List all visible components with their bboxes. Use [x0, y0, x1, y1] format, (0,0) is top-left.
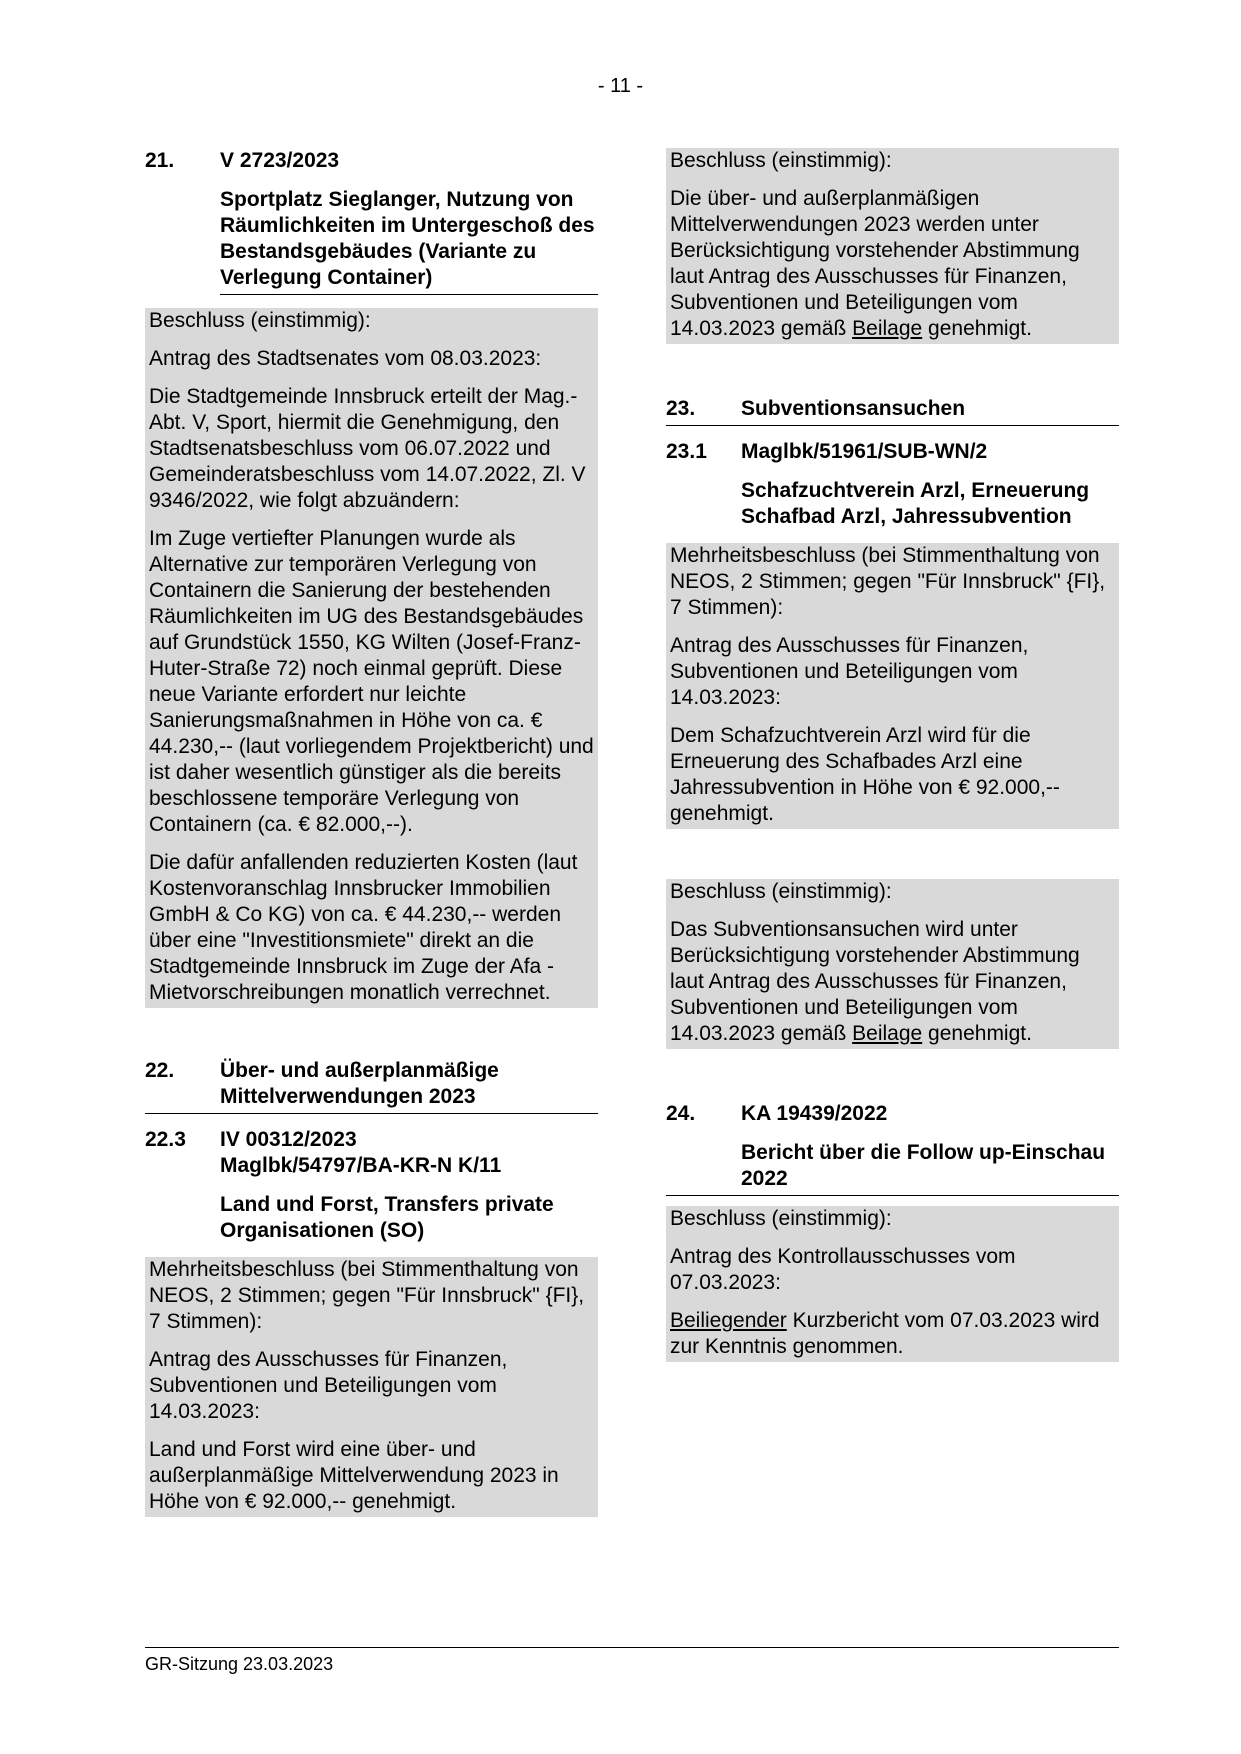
item-number: 22.	[145, 1059, 175, 1082]
item-code: KA 19439/2022	[741, 1102, 888, 1125]
decision-block	[666, 543, 1119, 829]
decision-type: Beschluss (einstimmig):	[670, 149, 892, 172]
item-title: Schafzuchtverein Arzl, Erneuerung Schafbad Arzl, Jahressubvention	[741, 479, 1090, 528]
attachment-link[interactable]: Beiliegender	[670, 1309, 787, 1332]
decision-block	[145, 1257, 598, 1517]
agenda-item-23-1	[666, 439, 1119, 829]
agenda-item-22-3	[145, 1127, 598, 1517]
decision-text-end: Kurzbericht vom 07.03.2023 wird zur Kenntnis genommen.	[670, 1309, 1100, 1358]
decision-text-end: genehmigt.	[928, 317, 1032, 340]
decision-type: Mehrheitsbeschluss (bei Stimmenthaltung von NEOS, 2 Stimmen; gegen "Für Innsbruck" {FI}, 7 Stimmen):	[670, 544, 1106, 619]
decision-type: Beschluss (einstimmig):	[670, 1207, 892, 1230]
agenda-item-21	[145, 148, 598, 1008]
item-number: 21.	[145, 149, 175, 172]
item-header	[145, 148, 598, 174]
item-header	[145, 1127, 598, 1179]
motion-source: Antrag des Kontrollausschusses vom 07.03.2023:	[670, 1245, 1016, 1294]
item-header	[666, 439, 1119, 465]
right-column	[666, 148, 1119, 1362]
decision-block	[666, 1206, 1119, 1362]
decision-text	[670, 1308, 1115, 1360]
motion-source: Antrag des Stadtsenates vom 08.03.2023:	[149, 347, 542, 370]
attachment-link[interactable]: Beilage	[852, 1022, 923, 1045]
item-number: 22.3	[145, 1128, 186, 1151]
decision-type: Mehrheitsbeschluss (bei Stimmenthaltung von NEOS, 2 Stimmen; gegen "Für Innsbruck" {FI}, 7 Stimmen):	[149, 1258, 585, 1333]
decision-type: Beschluss (einstimmig):	[670, 880, 892, 903]
decision-block-23-final	[666, 879, 1119, 1049]
item-code: Maglbk/54797/BA-KR-N K/11	[220, 1154, 502, 1177]
decision-text: Im Zuge vertiefter Planungen wurde als Alternative zur temporären Verlegung von Containern die Sanierung der bestehenden Räumlichkeiten im UG des Bestandsgebäudes auf Grundstück 1550, KG Wilten (Josef-Franz-Huter-Straße 72) noch einmal geprüft. Diese neue Variante erfordert nur leichte Sanierungsmaßnahmen in Höhe von ca. € 44.230,-- (laut vorliegendem Projektbericht) und ist daher wesentlich günstiger als die bereits beschlossene temporäre Verlegung von Containern (ca. € 82.000,--).	[149, 527, 594, 836]
item-header	[145, 1058, 598, 1114]
item-code: V 2723/2023	[220, 149, 340, 172]
decision-type: Beschluss (einstimmig):	[149, 309, 371, 332]
item-code: IV 00312/2023	[220, 1128, 357, 1151]
item-header	[666, 396, 1119, 426]
attachment-link[interactable]: Beilage	[852, 317, 923, 340]
decision-text-body: Das Subventionsansuchen wird unter Berücksichtigung vorstehender Abstimmung laut Antrag des Ausschusses für Finanzen, Subventionen und Beteiligungen vom 14.03.2023 gemäß	[670, 918, 1080, 1045]
decision-text: Land und Forst wird eine über- und außerplanmäßige Mittelverwendung 2023 in Höhe von € 92.000,-- genehmigt.	[149, 1438, 559, 1513]
motion-source: Antrag des Ausschusses für Finanzen, Subventionen und Beteiligungen vom 14.03.2023:	[670, 634, 1029, 709]
item-number: 23.	[666, 397, 696, 420]
item-number: 23.1	[666, 440, 707, 463]
item-code: Maglbk/51961/SUB-WN/2	[741, 440, 988, 463]
item-title: Subventionsansuchen	[741, 397, 966, 420]
item-number: 24.	[666, 1102, 696, 1125]
agenda-item-24	[666, 1101, 1119, 1362]
item-title: Sportplatz Sieglanger, Nutzung von Räumlichkeiten im Untergeschoß des Bestandsgebäudes (Variante zu Verlegung Container)	[220, 187, 598, 295]
item-codes	[220, 1127, 598, 1179]
page-number: - 11 -	[597, 75, 644, 97]
page-footer: GR-Sitzung 23.03.2023	[145, 1647, 1119, 1675]
decision-text: Die dafür anfallenden reduzierten Kosten (laut Kostenvoranschlag Innsbrucker Immobilien GmbH & Co KG) von ca. € 44.230,-- werden über eine "Investitionsmiete" direkt an die Stadtgemeinde Innsbruck im Zuge der Afa - Mietvorschreibungen monatlich verrechnet.	[149, 851, 578, 1004]
item-title: Über- und außerplanmäßige Mittelverwendungen 2023	[220, 1059, 499, 1108]
decision-text: Die Stadtgemeinde Innsbruck erteilt der Mag.-Abt. V, Sport, hiermit die Genehmigung, den Stadtsenatsbeschluss vom 06.07.2022 und Gemeinderatsbeschluss vom 14.07.2022, Zl. V 9346/2022, wie folgt abzuändern:	[149, 385, 586, 512]
decision-text-end: genehmigt.	[928, 1022, 1032, 1045]
item-header	[666, 1101, 1119, 1127]
agenda-item-23	[666, 396, 1119, 426]
agenda-item-22	[145, 1058, 598, 1114]
decision-text-body: Die über- und außerplanmäßigen Mittelverwendungen 2023 werden unter Berücksichtigung vorstehender Abstimmung laut Antrag des Ausschusses für Finanzen, Subventionen und Beteiligungen vom 14.03.2023 gemäß	[670, 187, 1080, 340]
decision-text	[670, 917, 1115, 1047]
motion-source: Antrag des Ausschusses für Finanzen, Subventionen und Beteiligungen vom 14.03.2023:	[149, 1348, 508, 1423]
item-title: Land und Forst, Transfers private Organisationen (SO)	[220, 1193, 554, 1242]
decision-block	[145, 308, 598, 1008]
item-title: Bericht über die Follow up-Einschau 2022	[666, 1140, 1119, 1196]
decision-block-22-final	[666, 148, 1119, 344]
decision-text: Dem Schafzuchtverein Arzl wird für die Erneuerung des Schafbades Arzl eine Jahressubvention in Höhe von € 92.000,-- genehmigt.	[670, 724, 1060, 825]
left-column	[145, 148, 598, 1517]
decision-text	[670, 186, 1115, 342]
